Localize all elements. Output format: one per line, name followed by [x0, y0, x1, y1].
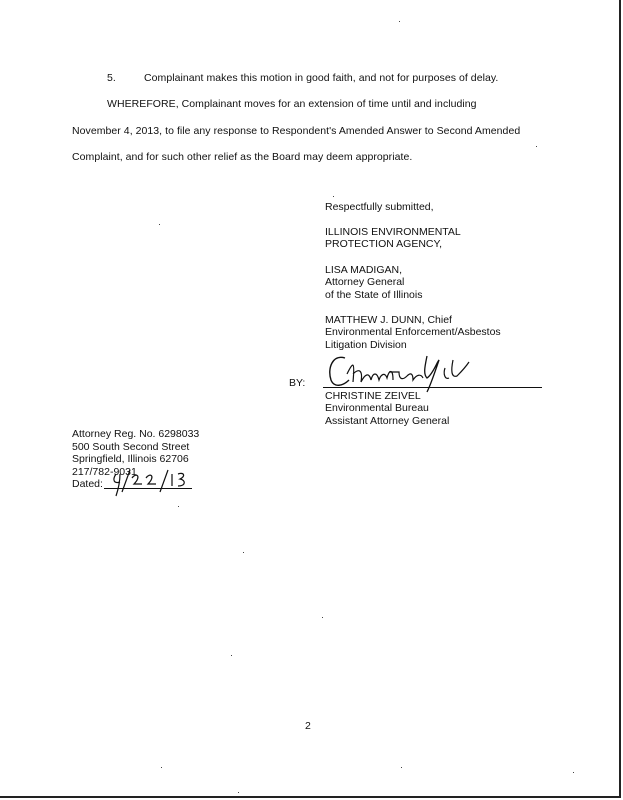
street-address: 500 South Second Street: [72, 440, 190, 453]
signer-bureau: Environmental Bureau: [325, 402, 429, 414]
scan-speck: [159, 224, 160, 225]
agency-line-2: PROTECTION AGENCY,: [325, 238, 443, 250]
closing-text: Respectfully submitted,: [325, 201, 434, 213]
scan-speck: [322, 617, 323, 618]
page-number: 2: [305, 720, 311, 732]
scan-speck: [178, 506, 179, 507]
scan-speck: [401, 767, 402, 768]
scan-speck: [243, 552, 244, 553]
date-line: [104, 488, 192, 489]
city-address: Springfield, Illinois 62706: [72, 453, 189, 465]
by-label: BY:: [289, 377, 306, 389]
scan-speck: [238, 792, 239, 793]
scan-speck: [161, 767, 162, 768]
signature-line: [323, 387, 542, 388]
scan-speck: [333, 196, 334, 197]
phone-number: 217/782-9031: [72, 465, 137, 478]
chief-division-1: Environmental Enforcement/Asbestos: [325, 326, 501, 338]
paragraph-5-text: Complainant makes this motion in good faith, and not for purposes of delay.: [144, 72, 499, 84]
paragraph-number: 5.: [107, 72, 116, 84]
attorney-general-title: Attorney General: [325, 276, 405, 288]
wherefore-line-3: Complaint, and for such other relief as the Board may deem appropriate.: [72, 151, 413, 163]
wherefore-line-1: WHEREFORE, Complainant moves for an extension of time until and including: [107, 98, 477, 110]
signer-title: Assistant Attorney General: [325, 415, 450, 427]
agency-line-1: ILLINOIS ENVIRONMENTAL: [325, 226, 461, 238]
handwritten-signature: [323, 352, 473, 392]
scan-speck: [399, 21, 400, 22]
signer-name: CHRISTINE ZEIVEL: [325, 390, 421, 402]
wherefore-line-2: November 4, 2013, to file any response to Respondent's Amended Answer to Second Amended: [72, 125, 521, 137]
scan-speck: [231, 655, 232, 656]
scan-speck: [573, 772, 574, 773]
chief-division-2: Litigation Division: [325, 339, 407, 351]
attorney-general-name: LISA MADIGAN,: [325, 264, 403, 276]
dated-label: Dated:: [72, 478, 103, 490]
handwritten-date: [108, 470, 198, 498]
attorney-general-state: of the State of Illinois: [325, 289, 423, 301]
attorney-reg-no: Attorney Reg. No. 6298033: [72, 428, 200, 440]
chief-name: MATTHEW J. DUNN, Chief: [325, 314, 452, 326]
scan-speck: [536, 146, 537, 147]
